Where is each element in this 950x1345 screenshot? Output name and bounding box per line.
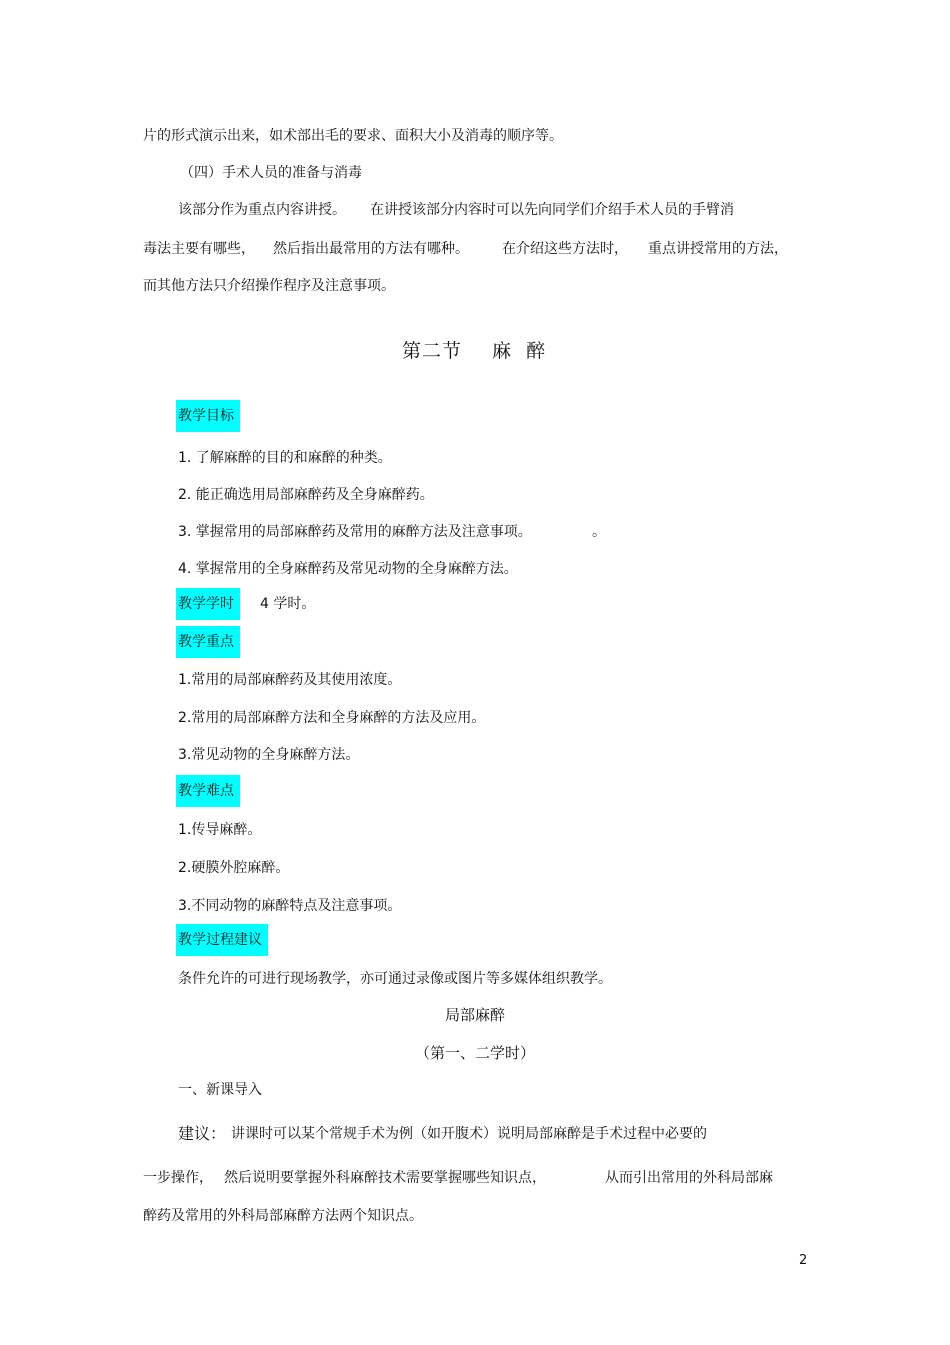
intro-line: 片的形式演示出来，如术部出毛的要求、面积大小及消毒的顺序等。 xyxy=(143,128,563,144)
subsection-subtitle: （第一、二学时） xyxy=(414,1044,535,1062)
keypoint-item: 2.常用的局部麻醉方法和全身麻醉的方法及应用。 xyxy=(178,710,486,726)
hours-label: 教学学时 xyxy=(176,588,240,620)
section-title-name: 麻 醉 xyxy=(492,340,547,362)
suggest-label: 建议： xyxy=(178,1124,227,1143)
subsection-title: 局部麻醉 xyxy=(444,1006,505,1024)
suggest-text: 讲课时可以某个常规手术为例（如开腹术）说明局部麻醉是手术过程中必要的 xyxy=(231,1126,707,1142)
paragraph-segment: 一步操作， xyxy=(143,1170,213,1186)
paragraph-segment: 然后指出最常用的方法有哪种。 xyxy=(273,241,469,257)
process-text: 条件允许的可进行现场教学，亦可通过录像或图片等多媒体组织教学。 xyxy=(178,971,612,987)
difficulty-item: 3.不同动物的麻醉特点及注意事项。 xyxy=(178,898,402,914)
paragraph-segment: 从而引出常用的外科局部麻 xyxy=(605,1170,773,1186)
subsection-heading: （四）手术人员的准备与消毒 xyxy=(180,165,362,181)
paragraph-segment: 重点讲授常用的方法， xyxy=(648,241,788,257)
objective-item: 4. 掌握常用的全身麻醉药及常见动物的全身麻醉方法。 xyxy=(178,561,518,577)
difficulties-label: 教学难点 xyxy=(176,775,240,807)
paragraph-segment: 在讲授该部分内容时可以先向同学们介绍手术人员的手臂消 xyxy=(370,202,734,218)
paragraph-segment: 在介绍这些方法时， xyxy=(502,241,628,257)
hours-value: 4 学时。 xyxy=(260,596,316,612)
paragraph-segment: 该部分作为重点内容讲授。 xyxy=(178,202,346,218)
difficulty-item: 2.硬膜外腔麻醉。 xyxy=(178,860,290,876)
keypoints-label: 教学重点 xyxy=(176,626,240,658)
step-heading: 一、新课导入 xyxy=(178,1082,262,1098)
paragraph-segment: 然后说明要掌握外科麻醉技术需要掌握哪些知识点， xyxy=(224,1170,546,1186)
paragraph-segment: 毒法主要有哪些， xyxy=(143,241,255,257)
objective-item: 1. 了解麻醉的目的和麻醉的种类。 xyxy=(178,450,392,466)
keypoint-item: 3.常见动物的全身麻醉方法。 xyxy=(178,747,360,763)
paragraph-segment: 醉药及常用的外科局部麻醉方法两个知识点。 xyxy=(143,1208,423,1224)
process-label: 教学过程建议 xyxy=(176,924,268,956)
page-number: 2 xyxy=(799,1253,808,1268)
paragraph-segment: 而其他方法只介绍操作程序及注意事项。 xyxy=(143,278,395,294)
section-title-number: 第二节 xyxy=(402,340,463,362)
objective-item: 2. 能正确选用局部麻醉药及全身麻醉药。 xyxy=(178,487,434,503)
objective-item: 3. 掌握常用的局部麻醉药及常用的麻醉方法及注意事项。 xyxy=(178,524,532,540)
difficulty-item: 1.传导麻醉。 xyxy=(178,822,262,838)
keypoint-item: 1.常用的局部麻醉药及其使用浓度。 xyxy=(178,672,402,688)
objectives-label: 教学目标 xyxy=(176,400,240,432)
objective-item-tail: 。 xyxy=(592,524,606,540)
